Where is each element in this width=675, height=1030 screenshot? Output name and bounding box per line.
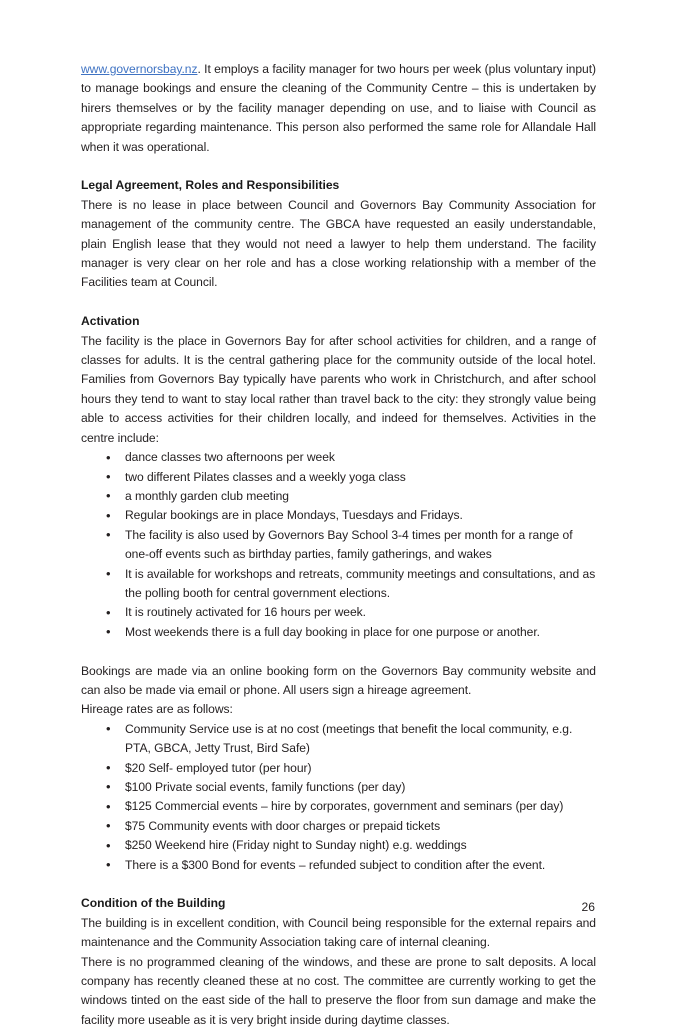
- list-item: • two different Pilates classes and a weekly yoga class: [81, 468, 596, 487]
- page-content: [81, 60, 596, 1030]
- spacer: [81, 642, 596, 661]
- list-item: • Most weekends there is a full day booking in place for one purpose or another.: [81, 623, 596, 642]
- activities-list: [81, 448, 596, 642]
- governorsbay-website-link[interactable]: www.governorsbay.nz: [81, 62, 198, 76]
- list-item: • $250 Weekend hire (Friday night to Sunday night) e.g. weddings: [81, 836, 596, 855]
- list-item: • It is available for workshops and retreats, community meetings and consultations, and as the polling booth for central government elections.: [81, 565, 596, 604]
- condition-paragraph-1: The building is in excellent condition, with Council being responsible for the external repairs and maintenance and the Community Association taking care of internal cleaning.: [81, 915, 596, 950]
- spacer: [81, 875, 596, 894]
- list-item: • Regular bookings are in place Mondays, Tuesdays and Fridays.: [81, 506, 596, 525]
- intro-paragraph-text: . It employs a facility manager for two hours per week (plus voluntary input) to manage bookings and ensure the cleaning of the Community Centre – this is undertaken by hirers themselves or by the facility manager depending on use, and to liaise with Council as appropriate regarding maintenance. This person also performed the same role for Allandale Hall when it was operational.: [81, 62, 596, 154]
- hireage-rates-list: [81, 720, 596, 875]
- hireage-intro: Hireage rates are as follows:: [81, 702, 233, 717]
- spacer: [81, 293, 596, 312]
- list-item: • $20 Self- employed tutor (per hour): [81, 759, 596, 778]
- activation-heading: Activation: [81, 314, 140, 329]
- list-item: • It is routinely activated for 16 hours per week.: [81, 603, 596, 622]
- list-item: • $75 Community events with door charges or prepaid tickets: [81, 817, 596, 836]
- legal-agreement-heading: Legal Agreement, Roles and Responsibilities: [81, 178, 340, 193]
- spacer: [81, 157, 596, 176]
- list-item: • $100 Private social events, family functions (per day): [81, 778, 596, 797]
- list-item: • The facility is also used by Governors Bay School 3-4 times per month for a range of one-off events such as birthday parties, family gatherings, and wakes: [81, 526, 596, 565]
- list-item: • There is a $300 Bond for events – refunded subject to condition after the event.: [81, 856, 596, 875]
- list-item: • $125 Commercial events – hire by corporates, government and seminars (per day): [81, 797, 596, 816]
- list-item: • Community Service use is at no cost (meetings that benefit the local community, e.g. PTA, GBCA, Jetty Trust, Bird Safe): [81, 720, 596, 759]
- page-number: 26: [581, 900, 595, 914]
- activation-paragraph: The facility is the place in Governors Bay for after school activities for children, and a range of classes for adults. It is the central gathering place for the community outside of the local hotel. Families from Governors Bay typically have parents who work in Christchurch, and after school hours they tend to want to stay local rather than travel back to the city: they strongly value being able to access activities for their children locally, and indeed for themselves. Activities in the centre include:: [81, 333, 596, 445]
- list-item: • a monthly garden club meeting: [81, 487, 596, 506]
- condition-of-building-heading: Condition of the Building: [81, 896, 226, 911]
- list-item: • dance classes two afternoons per week: [81, 448, 596, 467]
- bookings-paragraph: Bookings are made via an online booking form on the Governors Bay community website and can also be made via email or phone. All users sign a hireage agreement.: [81, 663, 596, 697]
- condition-paragraph-2: There is no programmed cleaning of the windows, and these are prone to salt deposits. A local company has recently cleaned these at no cost. The committee are currently working to get the windows tinted on the east side of the hall to preserve the floor from sun damage and make the facility more useable as it is very bright inside during daytime classes.: [81, 954, 596, 1027]
- intro-paragraph: [81, 60, 596, 157]
- legal-agreement-paragraph: There is no lease in place between Council and Governors Bay Community Association for management of the community centre. The GBCA have requested an easily understandable, plain English lease that they would not need a lawyer to help them understand. The facility manager is very clear on her role and has a close working relationship with a member of the Facilities team at Council.: [81, 197, 596, 290]
